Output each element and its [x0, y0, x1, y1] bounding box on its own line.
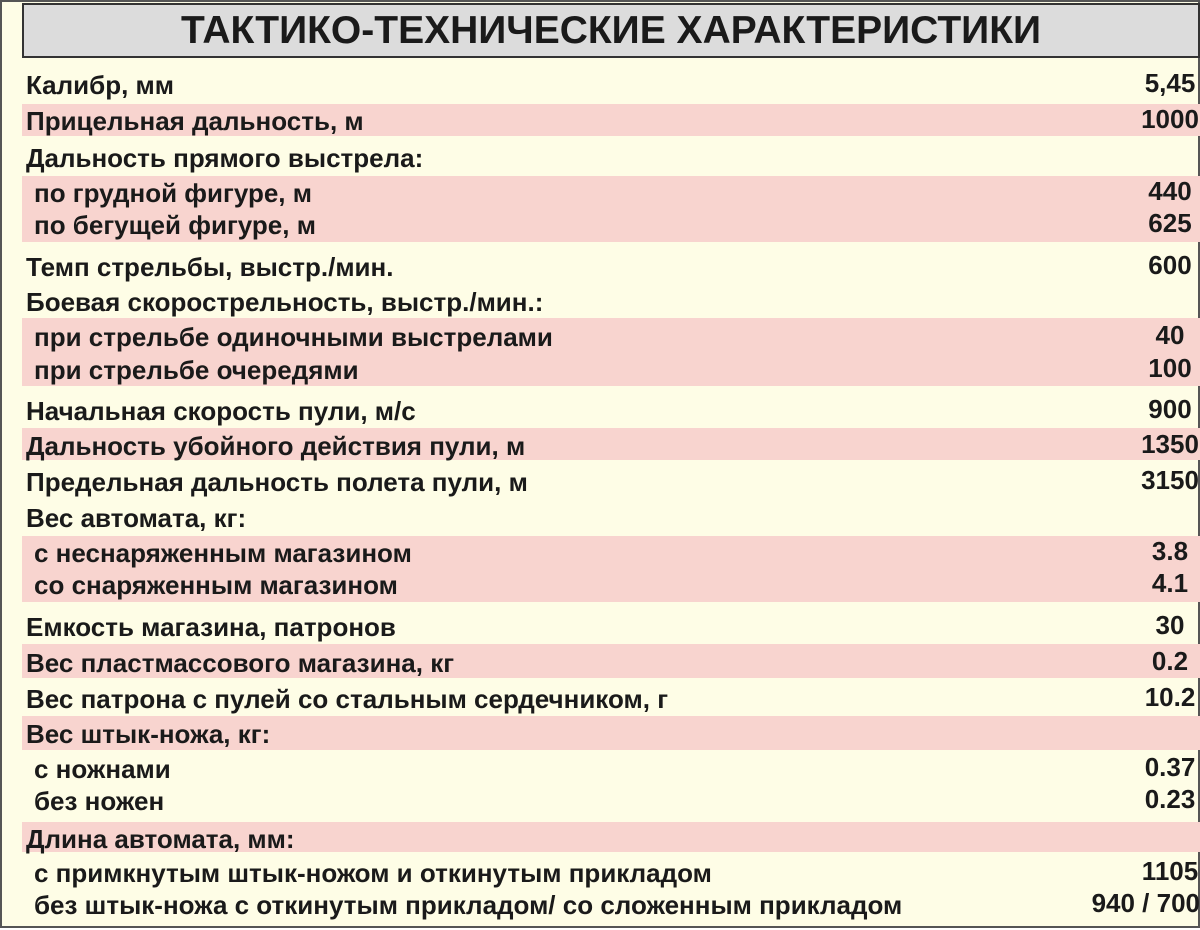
- spec-row-running-figure: [22, 206, 1200, 240]
- spec-table: [2, 2, 1200, 930]
- spec-value: 0.37: [1144, 752, 1196, 782]
- spec-row-length-bayonet-extended: [22, 854, 1200, 888]
- spec-row-length-header: [22, 820, 1200, 854]
- spec-label: Боевая скорострельность, выстр./мин.:: [26, 287, 544, 317]
- spec-value: 1350: [1141, 429, 1199, 459]
- spec-value: 30: [1155, 610, 1185, 640]
- spec-row-weight-empty-mag: [22, 534, 1200, 568]
- spec-row-sight-range: [22, 102, 1200, 136]
- spec-label: с примкнутым штык-ножом и откинутым прикладом: [34, 858, 712, 888]
- spec-label: Длина автомата, мм:: [26, 824, 295, 854]
- spec-value: 600: [1148, 250, 1192, 280]
- spec-row-with-scabbard: [22, 750, 1200, 784]
- spec-row-muzzle-velocity: [22, 392, 1200, 426]
- spec-label: Емкость магазина, патронов: [26, 612, 396, 642]
- spec-row-combat-rate-header: [22, 283, 1200, 317]
- title-bar: [22, 3, 1200, 58]
- spec-value: 3.8: [1151, 536, 1189, 566]
- spec-value: 0.23: [1144, 784, 1196, 814]
- spec-label: Вес патрона с пулей со стальным сердечником, г: [26, 684, 669, 714]
- spec-row-bayonet-header: [22, 715, 1200, 749]
- spec-row-bursts: [22, 351, 1200, 385]
- spec-row-lethal-range: [22, 427, 1200, 461]
- spec-value: 1000: [1141, 104, 1199, 134]
- spec-label: при стрельбе очередями: [34, 355, 359, 385]
- spec-label: без ножен: [34, 786, 165, 816]
- spec-row-weight-header: [22, 499, 1200, 533]
- spec-label: без штык-ножа с откинутым прикладом/ со сложенным прикладом: [34, 890, 903, 920]
- spec-label: Вес пластмассового магазина, кг: [26, 648, 455, 678]
- spec-row-single-shots: [22, 318, 1200, 352]
- spec-label: Дальность убойного действия пули, м: [26, 431, 526, 461]
- spec-label: по грудной фигуре, м: [34, 178, 312, 208]
- spec-row-point-blank-header: [22, 139, 1200, 173]
- spec-value: 900: [1148, 394, 1192, 424]
- spec-label: Предельная дальность полета пули, м: [26, 467, 528, 497]
- spec-value: 1105: [1141, 856, 1199, 886]
- spec-label: Начальная скорость пули, м/с: [26, 396, 416, 426]
- spec-row-weight-loaded-mag: [22, 566, 1200, 600]
- spec-row-length-no-bayonet: [22, 886, 1200, 920]
- page-title: ТАКТИКО-ТЕХНИЧЕСКИЕ ХАРАКТЕРИСТИКИ: [180, 8, 1042, 52]
- spec-value: 10.2: [1144, 682, 1196, 712]
- spec-row-plastic-mag-weight: [22, 644, 1200, 678]
- spec-row-max-range: [22, 463, 1200, 497]
- spec-row-rate-of-fire: [22, 248, 1200, 282]
- spec-label: Прицельная дальность, м: [26, 106, 364, 136]
- spec-value: 100: [1148, 353, 1192, 383]
- spec-label: по бегущей фигуре, м: [34, 210, 316, 240]
- spec-label: Калибр, мм: [26, 70, 175, 100]
- spec-label: с неснаряженным магазином: [34, 538, 412, 568]
- spec-label: Вес штык-ножа, кг:: [26, 719, 271, 749]
- spec-value: 4.1: [1151, 568, 1189, 598]
- spec-value: 440: [1148, 176, 1192, 206]
- spec-label: при стрельбе одиночными выстрелами: [34, 322, 553, 352]
- spec-label: Дальность прямого выстрела:: [26, 143, 424, 173]
- spec-label: с ножнами: [34, 754, 171, 784]
- spec-value: 940 / 700: [1091, 888, 1200, 918]
- spec-row-cartridge-weight: [22, 680, 1200, 714]
- spec-value: 625: [1148, 208, 1192, 238]
- spec-label: Темп стрельбы, выстр./мин.: [26, 252, 394, 282]
- spec-label: со снаряженным магазином: [34, 570, 398, 600]
- spec-label: Вес автомата, кг:: [26, 503, 247, 533]
- spec-row-caliber: [22, 66, 1200, 100]
- spec-value: 3150: [1141, 465, 1199, 495]
- spec-value: 0.2: [1151, 646, 1189, 676]
- spec-row-magazine-capacity: [22, 608, 1200, 642]
- spec-value: 5,45: [1144, 68, 1196, 98]
- spec-value: 40: [1155, 320, 1185, 350]
- spec-row-without-scabbard: [22, 782, 1200, 816]
- spec-row-chest-figure: [22, 174, 1200, 208]
